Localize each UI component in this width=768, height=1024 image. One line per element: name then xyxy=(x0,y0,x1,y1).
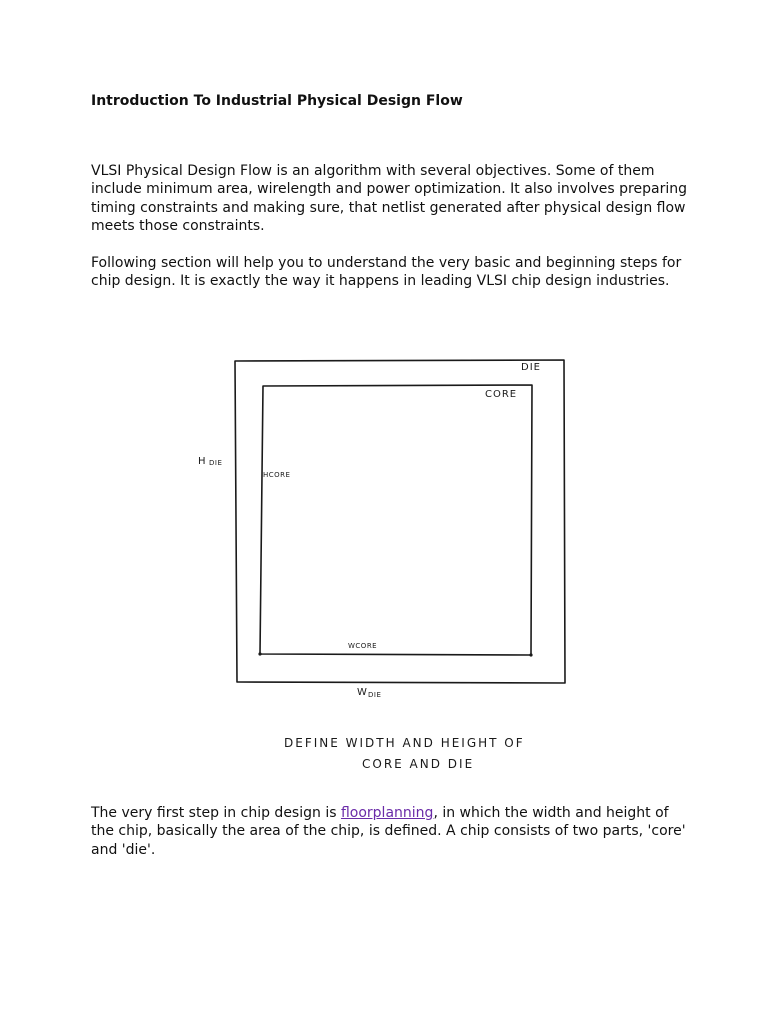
floorplanning-link[interactable]: floorplanning xyxy=(340,805,434,821)
floorplanning-paragraph xyxy=(91,804,691,859)
intro-paragraph: VLSI Physical Design Flow is an algorithm with several objectives. Some of them include minimum area, wirelength and power optimization. It also involves preparing timing constraints and making sure, that netlist generated after physical design flow meets those constraints. xyxy=(91,163,687,234)
svg-text:H: H xyxy=(198,456,207,467)
svg-text:W: W xyxy=(357,687,368,698)
die-core-diagram xyxy=(190,350,600,780)
die-label: DIE xyxy=(521,362,541,373)
svg-text:DIE: DIE xyxy=(368,691,382,699)
following-section-paragraph: Following section will help you to understand the very basic and beginning steps for chip design. It is exactly the way it happens in leading VLSI chip design industries. xyxy=(91,255,682,290)
w-core-label: WCORE xyxy=(348,642,378,650)
die-outline xyxy=(235,360,565,683)
h-core-label: HCORE xyxy=(263,471,291,479)
paragraph-text-after-link: , in which the width and height of the chip, basically the area of the chip, is defined. A chip consists of two parts, 'core' and 'die'. xyxy=(91,805,686,858)
page-title: Introduction To Industrial Physical Design Flow xyxy=(91,93,463,109)
core-label: CORE xyxy=(485,389,518,400)
paragraph-text-before-link: The very first step in chip design is xyxy=(91,805,341,821)
w-die-label xyxy=(357,687,381,699)
caption-line-1: DEFINE WIDTH AND HEIGHT OF xyxy=(284,736,525,750)
core-outline xyxy=(260,385,532,655)
svg-text:DIE: DIE xyxy=(209,459,223,467)
caption-line-2: CORE AND DIE xyxy=(362,757,475,771)
h-die-label xyxy=(198,456,222,467)
